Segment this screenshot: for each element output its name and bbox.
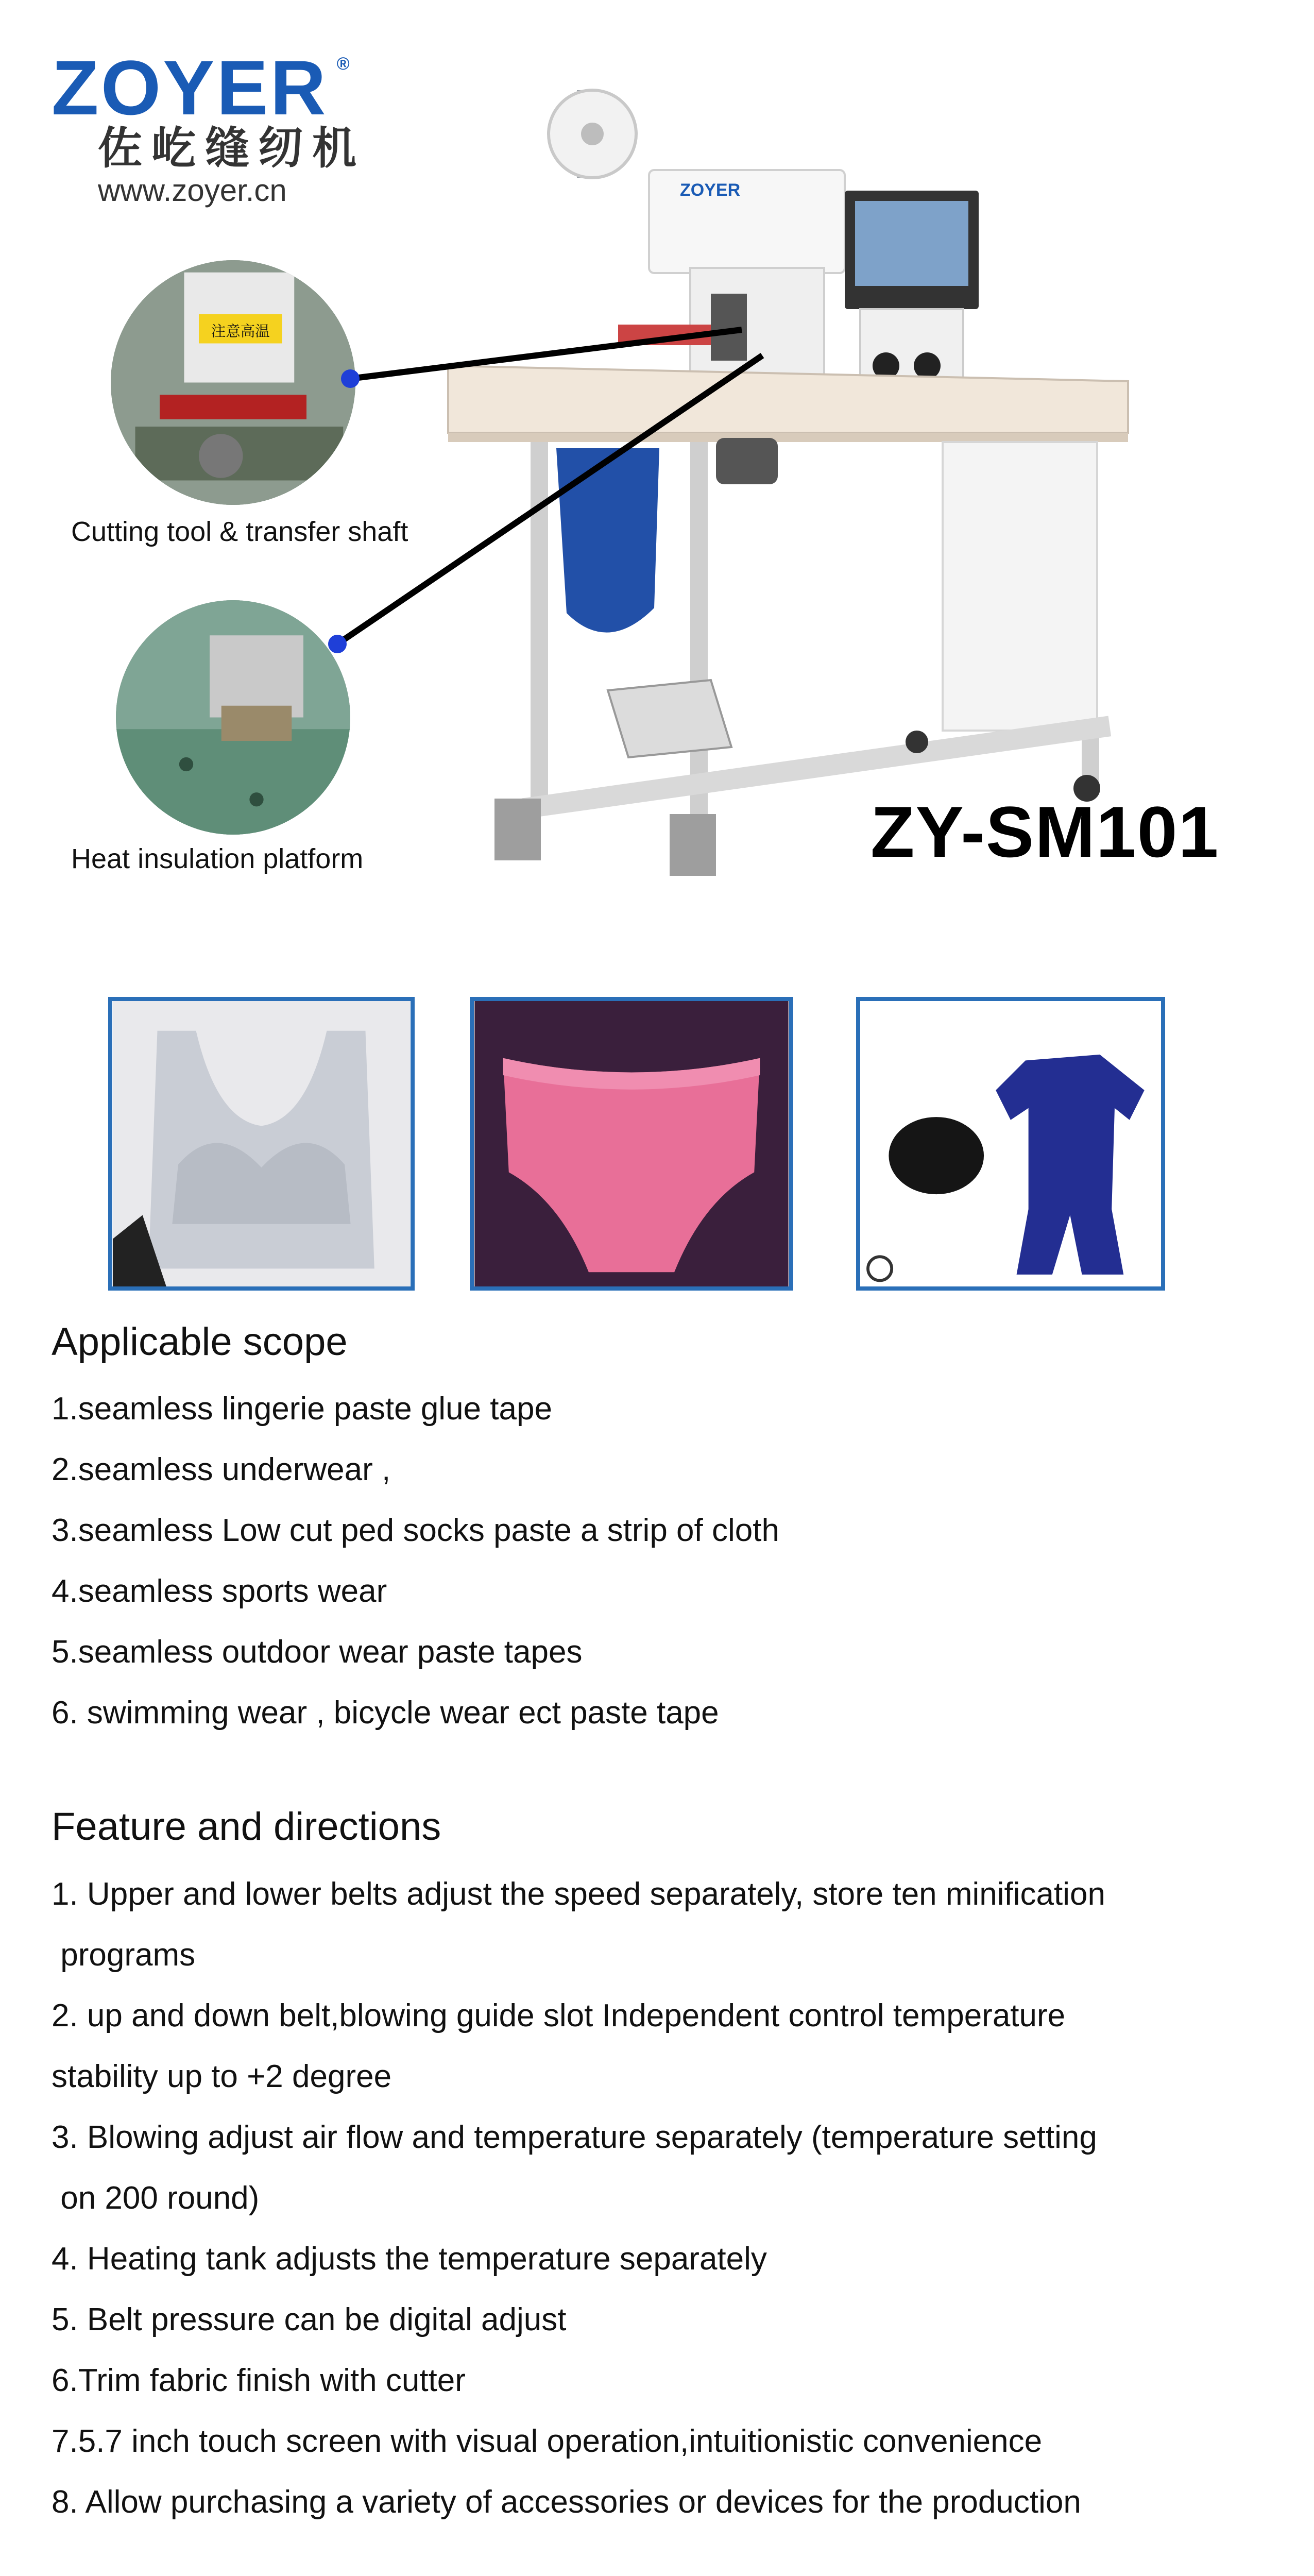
- callout-dot-1: [341, 369, 360, 388]
- list-item: 6. swimming wear , bicycle wear ect paste tape: [52, 1695, 719, 1731]
- brand-chinese-name: 佐屹缝纫机: [98, 123, 366, 174]
- list-item: 4.seamless sports wear: [52, 1573, 387, 1609]
- list-item: 5.seamless outdoor wear paste tapes: [52, 1634, 583, 1670]
- features-title: Feature and directions: [52, 1805, 441, 1849]
- list-item: on 200 round): [52, 2180, 260, 2216]
- product-tile-bra[interactable]: [108, 997, 415, 1291]
- registered-mark: ®: [336, 54, 352, 74]
- list-item: 1. Upper and lower belts adjust the speed separately, store ten minification: [52, 1876, 1105, 1912]
- machine-brand-label: ZOYER: [680, 180, 741, 200]
- product-tile-panty[interactable]: [470, 997, 793, 1291]
- list-item: 8. Allow purchasing a variety of accessories or devices for the production: [52, 2484, 1081, 2520]
- applicable-scope-title: Applicable scope: [52, 1320, 348, 1364]
- swimwear-image: [860, 1001, 1161, 1286]
- callout-connector-lines: [0, 0, 1314, 927]
- list-item: stability up to +2 degree: [52, 2059, 392, 2094]
- callout-label-heat-platform: Heat insulation platform: [71, 843, 364, 874]
- list-item: 7.5.7 inch touch screen with visual operation,intuitionistic convenience: [52, 2424, 1043, 2459]
- list-item: 2.seamless underwear ,: [52, 1452, 391, 1487]
- hot-warning-sign: 注意高温: [211, 323, 270, 340]
- list-item: 3.seamless Low cut ped socks paste a strip of cloth: [52, 1513, 779, 1548]
- applicable-scope-list: [52, 1379, 779, 1743]
- list-item: 2. up and down belt,blowing guide slot Independent control temperature: [52, 1998, 1066, 2033]
- list-item: programs: [52, 1937, 196, 1973]
- brand-url[interactable]: www.zoyer.cn: [98, 173, 287, 208]
- list-item: 5. Belt pressure can be digital adjust: [52, 2302, 567, 2337]
- hero-section: [0, 0, 1314, 927]
- callout-dot-2: [328, 635, 347, 653]
- product-tile-swimwear[interactable]: [856, 997, 1165, 1291]
- callout-label-cutting-tool: Cutting tool & transfer shaft: [71, 516, 408, 547]
- list-item: 1.seamless lingerie paste glue tape: [52, 1391, 552, 1427]
- list-item: 4. Heating tank adjusts the temperature separately: [52, 2241, 767, 2277]
- features-list: [52, 1864, 1105, 2533]
- model-name: ZY-SM101: [871, 791, 1220, 872]
- panty-image: [474, 1001, 789, 1286]
- list-item: 6.Trim fabric finish with cutter: [52, 2363, 466, 2398]
- bra-image: [112, 1001, 411, 1286]
- list-item: 3. Blowing adjust air flow and temperature separately (temperature setting: [52, 2120, 1097, 2155]
- brand-name: ZOYER: [52, 44, 328, 131]
